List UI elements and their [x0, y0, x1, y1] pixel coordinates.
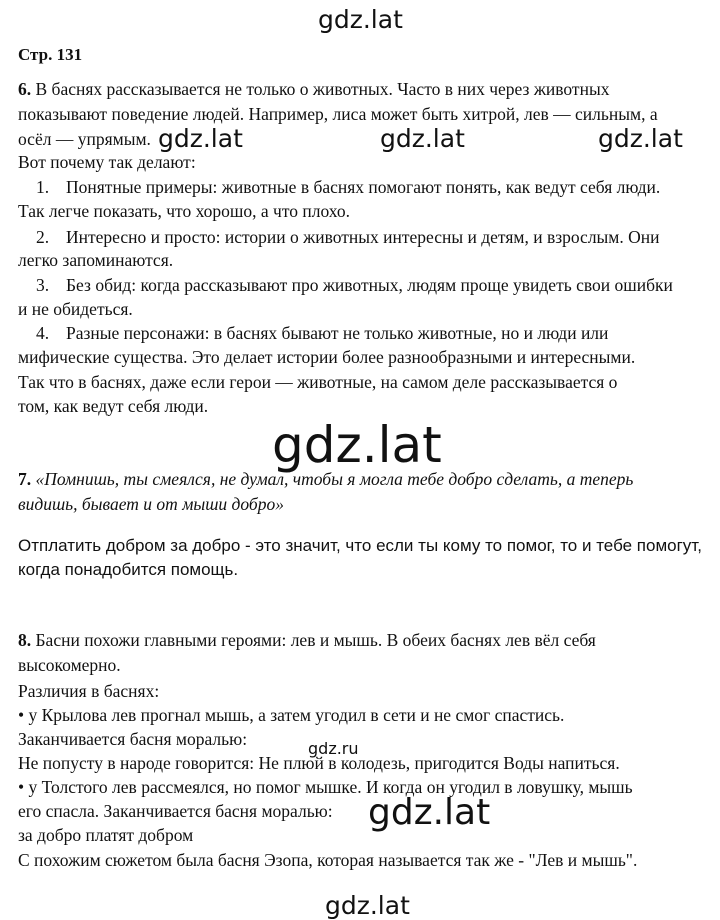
question-6-line: [18, 81, 609, 99]
question-8-line: [18, 632, 596, 650]
question-8-line: высокомерно.: [18, 655, 121, 675]
watermark: gdz.lat: [272, 416, 442, 474]
question-number: 6.: [18, 79, 32, 99]
question-number: 7.: [18, 469, 32, 489]
list-number: 3.: [36, 275, 50, 295]
question-6-line: Вот почему так делают:: [18, 152, 196, 172]
question-6-line: осёл — упрямым.: [18, 129, 151, 149]
watermark: gdz.lat: [318, 5, 403, 34]
question-7-line: [18, 471, 633, 489]
list-item-cont: мифические существа. Это делает истории более разнообразными и интересными.: [18, 347, 636, 367]
list-item: [18, 229, 660, 247]
watermark: gdz.lat: [158, 124, 243, 153]
list-text: Интересно и просто: истории о животных интересны и детям, и взрослым. Они: [66, 227, 660, 247]
list-text: Без обид: когда рассказывают про животных, людям проще увидеть свои ошибки: [66, 275, 673, 295]
question-8-line: его спасла. Заканчивается басня моралью:: [18, 801, 333, 821]
answer-7-line: когда понадобится помощь.: [18, 560, 239, 579]
quote-text: «Помнишь, ты смеялся, не думал, чтобы я могла тебе добро сделать, а теперь: [35, 469, 634, 489]
list-item: [18, 325, 608, 343]
answer-7-line: Отплатить добром за добро - это значит, что если ты кому то помог, то и тебе помогут,: [18, 536, 702, 555]
question-8-line: С похожим сюжетом была басня Эзопа, которая называется так же - "Лев и мышь".: [18, 850, 638, 870]
watermark: gdz.lat: [380, 124, 465, 153]
question-8-line: • у Крылова лев прогнал мышь, а затем угодил в сети и не смог спастись.: [18, 705, 565, 725]
list-number: 4.: [36, 323, 50, 343]
list-item: [18, 277, 673, 295]
question-8-line: за добро платят добром: [18, 825, 194, 845]
question-number: 8.: [18, 630, 32, 650]
question-8-line: • у Толстого лев рассмеялся, но помог мышке. И когда он угодил в ловушку, мышь: [18, 777, 633, 797]
question-7-line: видишь, бывает и от мыши добро»: [18, 494, 284, 514]
question-6-line: показывают поведение людей. Например, лиса может быть хитрой, лев — сильным, а: [18, 104, 658, 124]
list-item-cont: легко запоминаются.: [18, 250, 174, 270]
list-item: [18, 179, 660, 197]
list-item-cont: и не обидеться.: [18, 299, 133, 319]
question-8-line: Различия в баснях:: [18, 681, 160, 701]
text: Басни похожи главными героями: лев и мышь. В обеих баснях лев вёл себя: [35, 630, 596, 650]
list-number: 2.: [36, 227, 50, 247]
question-6-line: том, как ведут себя люди.: [18, 396, 209, 416]
watermark: gdz.lat: [598, 124, 683, 153]
list-number: 1.: [36, 177, 50, 197]
page-label: Стр. 131: [18, 45, 83, 64]
question-8-line: Не попусту в народе говорится: Не плюй в колодезь, пригодится Воды напиться.: [18, 753, 620, 773]
list-item-cont: Так легче показать, что хорошо, а что плохо.: [18, 201, 351, 221]
list-text: Понятные примеры: животные в баснях помогают понять, как ведут себя люди.: [66, 177, 661, 197]
list-text: Разные персонажи: в баснях бывают не только животные, но и люди или: [66, 323, 609, 343]
question-8-line: Заканчивается басня моралью:: [18, 729, 248, 749]
watermark: gdz.lat: [368, 795, 494, 831]
watermark: gdz.lat: [325, 891, 410, 920]
text: В баснях рассказывается не только о животных. Часто в них через животных: [35, 79, 610, 99]
watermark: gdz.ru: [308, 739, 359, 758]
question-6-line: Так что в баснях, даже если герои — животные, на самом деле рассказывается о: [18, 372, 618, 392]
